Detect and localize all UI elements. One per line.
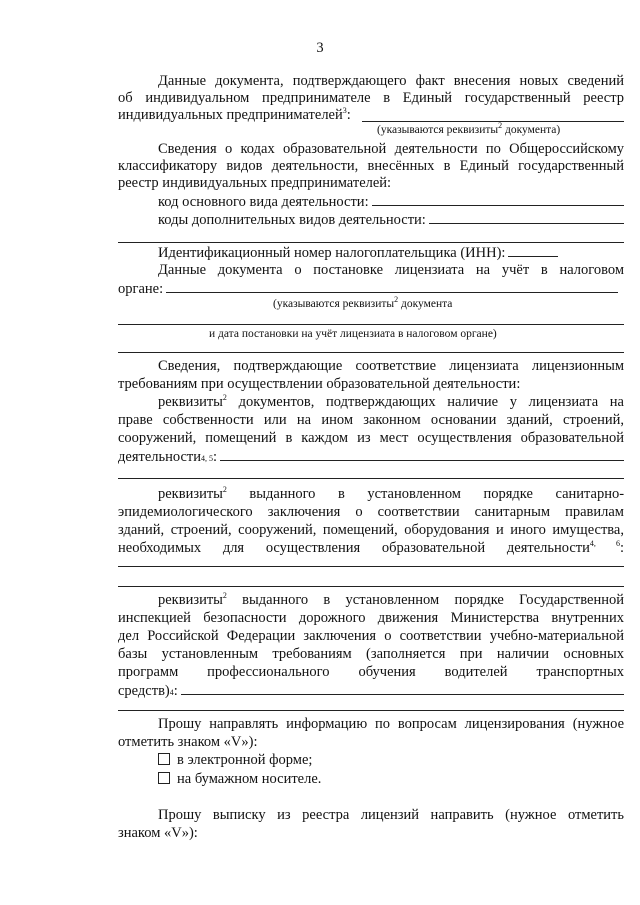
premises-line-3: сооружений, помещений в каждом из мест осуществления образовательной [118,430,624,446]
main-code-row: код основного вида деятельности: [158,193,624,211]
main-code-field[interactable] [372,193,624,206]
premises-field[interactable] [220,448,624,461]
sanitary-field-line-1[interactable] [118,566,624,567]
extra-codes-field[interactable] [429,211,624,224]
sanitary-line-4: необходимых для осуществления образовательной деятельности$^{4, 6}$: [118,539,625,556]
gibdd-line-2: инспекцией безопасности дорожного движения Министерства внутренних [118,610,624,626]
premises-line-4: деятельности 4, 5 : [118,448,624,466]
extract-line-2: знаком «V»): [118,825,198,841]
inn-row: Идентификационный номер налогоплательщика (ИНН): [158,244,558,262]
premises-line-1: реквизиты$^2$ документов, подтверждающих наличие у лицензиата на [158,393,624,410]
premises-field-line-2[interactable] [118,478,624,479]
gibdd-line-6: средств) 4 : [118,682,624,700]
tax-line-1: Данные документа о постановке лицензиата на учёт в налоговом [158,262,624,278]
sanitary-line-1: реквизиты$^2$ выданного в установленном порядке санитарно- [158,485,625,502]
tax-line-2: органе: [118,280,618,298]
extra-codes-row: коды дополнительных видов деятельности: [158,211,624,229]
gibdd-field[interactable] [181,682,624,695]
option-electronic[interactable]: в электронной форме; [158,752,312,769]
okved-line-1: Сведения о кодах образовательной деятельности по Общероссийскому [158,141,624,157]
inn-field[interactable] [508,244,558,257]
egrip-line-2: об индивидуальном предпринимателе в Единый государственный реестр [118,90,624,106]
egrip-field-line[interactable] [362,121,624,122]
tax-field-line-2[interactable] [118,324,624,325]
tax-field-line-3[interactable] [118,352,624,353]
extra-codes-field-line-2[interactable] [118,242,624,243]
info-line-1: Прошу направлять информацию по вопросам лицензирования (нужное [158,716,624,732]
sanitary-field-line-2[interactable] [118,586,624,587]
egrip-caption: (указываются реквизиты$^2$ документа) [377,121,561,136]
extract-line-1: Прошу выписку из реестра лицензий направить (нужное отметить [158,807,624,823]
sanitary-line-3: зданий, строений, сооружений, помещений, оборудования и иного имущества, [118,522,624,538]
req-line-1: Сведения, подтверждающие соответствие лицензиата лицензионным [158,358,624,374]
checkbox-electronic[interactable] [158,753,170,765]
gibdd-line-3: дел Российской Федерации заключения о соответствии учебно-материальной [118,628,624,644]
gibdd-line-1: реквизиты$^2$ выданного в установленном порядке Государственной [158,591,624,608]
okved-line-3: реестр индивидуальных предпринимателей: [118,175,392,191]
checkbox-paper[interactable] [158,772,170,784]
okved-line-2: классификатору видов деятельности, внесённых в Единый государственный [118,158,624,174]
tax-field[interactable] [166,280,618,293]
premises-line-2: праве собственности или на ином законном основании зданий, строений, [118,412,624,428]
egrip-line-1: Данные документа, подтверждающего факт внесения новых сведений [158,73,624,89]
sanitary-line-2: эпидемиологического заключения о соответствии санитарным правилам [118,504,624,520]
gibdd-line-5: программ профессионального обучения водителей транспортных [118,664,625,680]
tax-caption-1: (указываются реквизиты$^2$ документа [273,295,453,310]
egrip-line-3: индивидуальных предпринимателей$^3$: [118,106,351,123]
page-number: 3 [316,40,324,56]
info-line-2: отметить знаком «V»): [118,734,258,750]
tax-caption-2: и дата постановки на учёт лицензиата в налоговом органе) [209,328,497,340]
gibdd-line-4: базы установленным требованиям (заполняется при наличии основных [118,646,624,662]
req-line-2: требованиям при осуществлении образовательной деятельности: [118,376,521,392]
option-paper[interactable]: на бумажном носителе. [158,771,321,788]
gibdd-field-line-2[interactable] [118,710,624,711]
